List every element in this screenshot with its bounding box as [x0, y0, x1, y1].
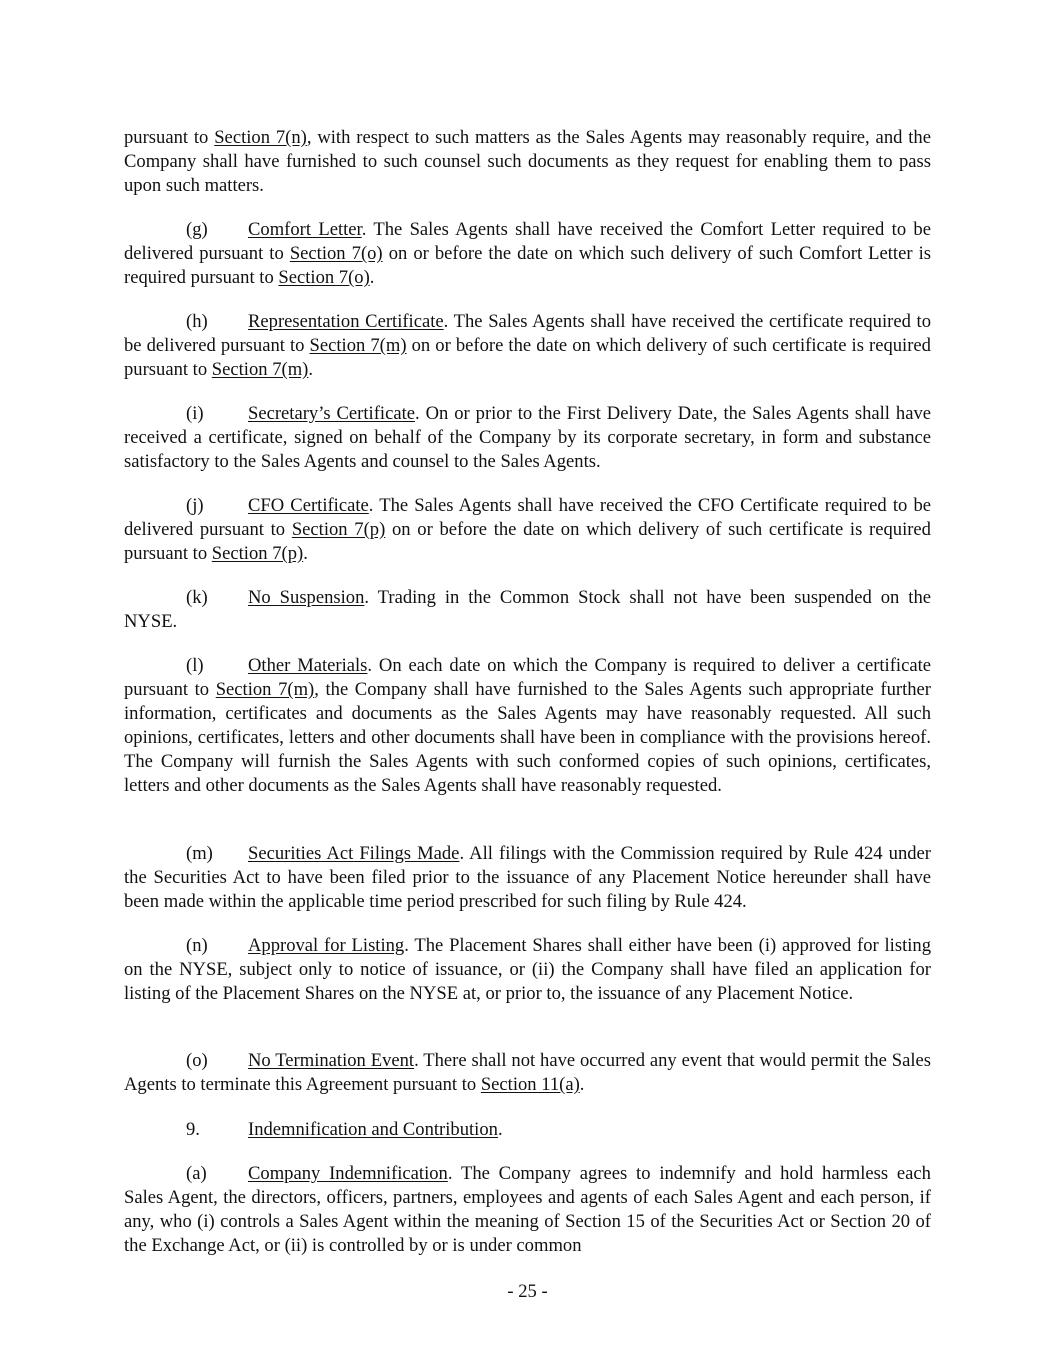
paragraph-m-securities-act-filings [124, 842, 931, 914]
section-reference: Section 7(m) [215, 678, 315, 700]
intro-paragraph [124, 126, 931, 198]
paragraph-label: (a) [186, 1163, 207, 1184]
section-number: 9. [186, 1119, 200, 1140]
paragraph-label: (h) [186, 311, 208, 332]
section-reference: Section 7(m) [211, 358, 309, 380]
text: . There shall not have occurred any event that would permit the Sales Agents to terminate this Agreement pursuant to [124, 1050, 931, 1095]
text: on or before the date on which delivery of such certificate is required pursuant to [124, 518, 931, 564]
text: on or before the date on which such delivery of such Comfort Letter is required pursuant to [124, 242, 931, 288]
paragraph-label: (l) [186, 655, 204, 676]
text: . [308, 358, 314, 380]
paragraph-heading: CFO Certificate [248, 495, 369, 516]
paragraph-label: (o) [186, 1050, 208, 1071]
section-reference: Section 7(p) [211, 542, 304, 564]
text: . The Sales Agents shall have received the CFO Certificate required to be delivered pursuant to [124, 495, 932, 540]
paragraph-h-representation-certificate [124, 310, 931, 382]
text: . [497, 1119, 503, 1140]
section-reference: Section 7(m) [309, 334, 407, 356]
text: . [303, 542, 308, 564]
paragraph-o-no-termination-event [124, 1049, 931, 1097]
section-heading: Indemnification and Contribution [248, 1119, 498, 1140]
page-number: - 25 - [507, 1281, 548, 1302]
section-reference: Section 7(o) [289, 242, 383, 264]
section-reference: Section 7(p) [291, 518, 386, 540]
paragraph-heading: Company Indemnification [248, 1163, 448, 1184]
text: . [579, 1073, 585, 1095]
paragraph-j-cfo-certificate [124, 494, 931, 566]
paragraph-label: (j) [186, 495, 204, 516]
paragraph-l-other-materials [124, 654, 931, 797]
text: . The Sales Agents shall have received the certificate required to be delivered pursuant to [124, 311, 932, 356]
text: . [369, 266, 375, 288]
text: . The Company agrees to indemnify and hold harmless each Sales Agent, the directors, officers, partners, employees and agents of each Sales Agent and each person, if any, who (i) controls a Sales Agent within the meaning of Section 15 of the Securities Act or Section 20 of the Exchange Act, or (ii) is controlled by or is under common [124, 1163, 931, 1256]
paragraph-label: (g) [186, 219, 208, 240]
text: . The Sales Agents shall have received the Comfort Letter required to be delivered pursuant to [124, 219, 931, 264]
section-9-heading [124, 1118, 931, 1142]
paragraph-heading: Representation Certificate [248, 311, 444, 332]
paragraph-heading: Secretary’s Certificate [248, 403, 415, 424]
paragraph-label: (k) [186, 587, 208, 608]
paragraph-label: (i) [186, 403, 204, 424]
text: . On or prior to the First Delivery Date, the Sales Agents shall have received a certificate, signed on behalf of the Company by its corporate secretary, in form and substance satisfactory to the Sales Agents and counsel to the Sales Agents. [124, 403, 931, 472]
paragraph-heading: Other Materials [248, 655, 368, 676]
text: . Trading in the Common Stock shall not have been suspended on the NYSE. [124, 587, 931, 632]
text: . On each date on which the Company is required to deliver a certificate pursuant to [124, 655, 931, 700]
paragraph-heading: Approval for Listing [248, 935, 405, 956]
paragraph-k-no-suspension [124, 586, 931, 634]
text: , the Company shall have furnished to the Sales Agents such appropriate further information, certificates and documents as the Sales Agents may have reasonably requested. All such opinions, certificates, letters and other documents shall have been in compliance with the provisions hereof. The Company will furnish the Sales Agents with such conformed copies of such opinions, certificates, letters and other documents as the Sales Agents shall have reasonably requested. [124, 678, 931, 796]
paragraph-g-comfort-letter [124, 218, 931, 290]
text: . The Placement Shares shall either have been (i) approved for listing on the NYSE, subject only to notice of issuance, or (ii) the Company shall have filed an application for listing of the Placement Shares on the NYSE at, or prior to, the issuance of any Placement Notice. [124, 935, 932, 1004]
paragraph-heading: Comfort Letter [248, 219, 362, 240]
paragraph-label: (m) [186, 843, 213, 864]
text: , with respect to such matters as the Sales Agents may reasonably require, and the Company shall have furnished to such counsel such documents as they request for enabling them to pass upon such matters. [124, 127, 931, 196]
paragraph-label: (n) [186, 935, 208, 956]
section-reference: Section 11(a) [480, 1073, 580, 1095]
paragraph-heading: No Suspension [248, 587, 365, 608]
paragraph-i-secretary-certificate [124, 402, 931, 474]
paragraph-a-company-indemnification [124, 1162, 931, 1258]
text: pursuant to [124, 127, 215, 148]
paragraph-heading: Securities Act Filings Made [248, 843, 460, 864]
section-reference: Section 7(o) [278, 266, 370, 288]
section-reference: Section 7(n) [214, 127, 307, 148]
paragraph-heading: No Termination Event [248, 1050, 415, 1071]
text: . All filings with the Commission required by Rule 424 under the Securities Act to have been filed prior to the issuance of any Placement Notice hereunder shall have been made within the applicable time period prescribed for such filing by Rule 424. [124, 843, 931, 912]
text: on or before the date on which delivery of such certificate is required pursuant to [124, 334, 931, 380]
paragraph-n-approval-for-listing [124, 934, 931, 1006]
